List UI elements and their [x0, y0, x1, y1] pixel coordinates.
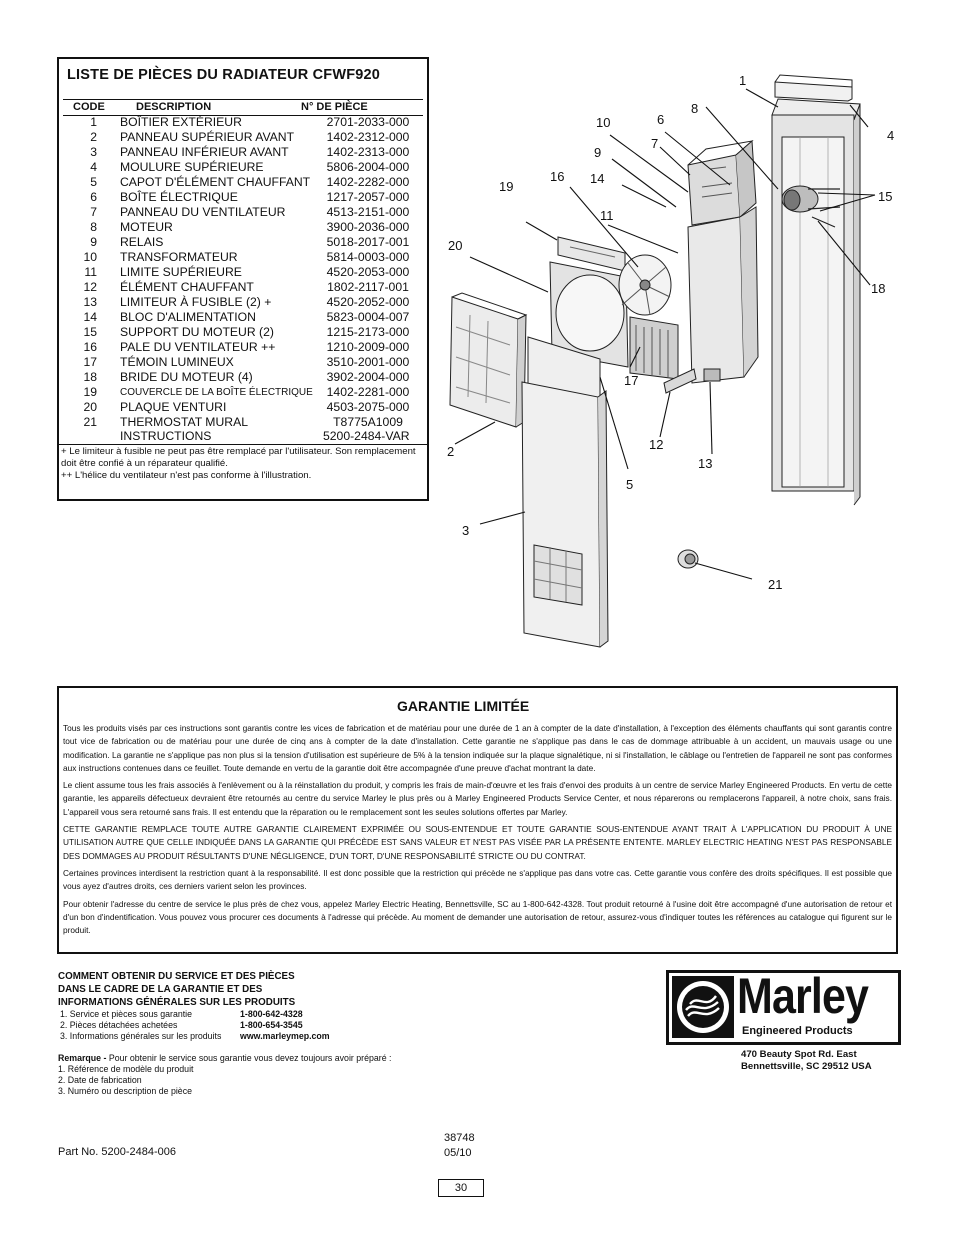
- part-description: TRANSFORMATEUR: [120, 250, 238, 264]
- part-code: 6: [90, 190, 97, 204]
- part-description: LIMITEUR À FUSIBLE (2) +: [120, 295, 272, 309]
- part-description: MOULURE SUPÉRIEURE: [120, 160, 264, 174]
- part-number-cell: 4520-2052-000: [326, 295, 410, 309]
- part-description: SUPPORT DU MOTEUR (2): [120, 325, 274, 339]
- service-note-item: 2. Date de fabrication: [58, 1075, 142, 1085]
- parts-table-row: [59, 340, 427, 355]
- service-line: [58, 1031, 418, 1042]
- part-code: 18: [83, 370, 97, 384]
- top-molding-part: [775, 75, 852, 101]
- fan-blade-part: [619, 255, 671, 315]
- service-line-label: 2. Pièces détachées achetées: [60, 1020, 178, 1030]
- callout-21: 21: [768, 577, 783, 592]
- parts-list-box: [57, 57, 429, 501]
- part-description: THERMOSTAT MURAL: [120, 415, 248, 429]
- part-code: 17: [83, 355, 97, 369]
- callout-1: 1: [739, 73, 747, 88]
- outer-housing-part: [772, 99, 860, 505]
- warranty-box: [57, 686, 898, 954]
- part-code: 1: [90, 115, 97, 129]
- parts-table-row: [59, 370, 427, 385]
- parts-table-row: [59, 115, 427, 130]
- part-number-cell: 3902-2004-000: [326, 370, 410, 384]
- part-number: Part No. 5200-2484-006: [58, 1146, 177, 1158]
- marley-emblem-icon: [672, 976, 734, 1038]
- callout-11: 11: [600, 208, 614, 223]
- callout-19: 19: [499, 179, 514, 194]
- callout-10: 10: [596, 115, 611, 130]
- part-number-cell: 1402-2313-000: [326, 145, 410, 159]
- marley-subtitle: Engineered Products: [742, 1025, 853, 1037]
- part-number-cell: 2701-2033-000: [326, 115, 410, 129]
- warranty-paragraph: Certaines provinces interdisent la restriction quant à la responsabilité. Il est donc possible que la restriction qui précède ne s'applique pas dans votre cas. Cette garantie vous confère des droits spécifiques. Il est possible que vous ayez d'autres droits, ces derniers varient selon les provinces.: [63, 867, 892, 892]
- part-code: 7: [90, 205, 97, 219]
- part-description: PALE DU VENTILATEUR ++: [120, 340, 276, 354]
- part-code: 14: [83, 310, 97, 324]
- service-note-text: Pour obtenir le service sous garantie vous devez toujours avoir préparé :: [106, 1053, 392, 1063]
- page-number: 30: [438, 1179, 484, 1197]
- part-description: RELAIS: [120, 235, 164, 249]
- part-number-cell: 4503-2075-000: [326, 400, 410, 414]
- part-code: 10: [83, 250, 97, 264]
- heating-element-part: [630, 317, 696, 393]
- callout-8: 8: [691, 101, 699, 116]
- part-number-cell: 1402-2281-000: [326, 385, 410, 399]
- callout-2: 2: [447, 444, 455, 459]
- part-description: BLOC D'ALIMENTATION: [120, 310, 256, 324]
- parts-table-row: [59, 265, 427, 280]
- address-line: 470 Beauty Spot Rd. East: [741, 1049, 857, 1060]
- parts-table-row: [59, 415, 427, 430]
- title-divider: [63, 99, 423, 100]
- service-phone-parts: 1-800-654-3545: [240, 1020, 303, 1030]
- electrical-box-part: [688, 141, 756, 225]
- part-number-cell: T8775A1009: [333, 415, 403, 429]
- parts-table-row: [59, 295, 427, 310]
- address-line: Bennettsville, SC 29512 USA: [741, 1061, 872, 1072]
- notes-divider: [59, 444, 427, 445]
- service-note-label: Remarque -: [58, 1053, 107, 1063]
- part-code: 9: [90, 235, 97, 249]
- part-number-cell: 1215-2173-000: [326, 325, 410, 339]
- part-number-cell: 1402-2282-000: [326, 175, 410, 189]
- parts-table-body: [59, 115, 427, 430]
- part-code: 4: [90, 160, 97, 174]
- callout-17: 17: [624, 373, 639, 388]
- header-description: DESCRIPTION: [136, 101, 212, 113]
- part-description: PANNEAU INFÉRIEUR AVANT: [120, 145, 289, 159]
- warranty-title: GARANTIE LIMITÉE: [397, 698, 530, 714]
- part-code: 5: [90, 175, 97, 189]
- service-info: [58, 970, 418, 1097]
- part-description: PLAQUE VENTURI: [120, 400, 227, 414]
- exploded-parts-diagram: [440, 57, 910, 657]
- part-code: 20: [83, 400, 97, 414]
- parts-table-row: [59, 355, 427, 370]
- part-description: LIMITE SUPÉRIEURE: [120, 265, 242, 279]
- service-heading-line: INFORMATIONS GÉNÉRALES SUR LES PRODUITS: [58, 997, 296, 1008]
- callout-18: 18: [871, 281, 886, 296]
- part-code: 13: [83, 295, 97, 309]
- parts-table-row: [59, 250, 427, 265]
- lower-front-panel-part: [522, 382, 608, 647]
- upper-front-panel-part: [450, 293, 526, 427]
- part-description: MOTEUR: [120, 220, 173, 234]
- parts-table-row: [59, 325, 427, 340]
- fan-panel-part: [688, 207, 758, 383]
- service-phone-warranty: 1-800-642-4328: [240, 1009, 303, 1019]
- part-number-cell: 5806-2004-000: [326, 160, 410, 174]
- part-code: 2: [90, 130, 97, 144]
- fusible-limit-part: [704, 369, 720, 381]
- callout-9: 9: [594, 145, 602, 160]
- callout-7: 7: [651, 136, 659, 151]
- parts-table-row: [59, 280, 427, 295]
- parts-table-header: [59, 101, 427, 115]
- wall-thermostat-part: [678, 550, 698, 568]
- part-number-cell: 4513-2151-000: [326, 205, 410, 219]
- parts-table-row: [59, 235, 427, 250]
- parts-table-row: [59, 220, 427, 235]
- document-number: 38748: [444, 1132, 475, 1144]
- part-code: 3: [90, 145, 97, 159]
- part-description: PANNEAU DU VENTILATEUR: [120, 205, 286, 219]
- service-heading-line: DANS LE CADRE DE LA GARANTIE ET DES: [58, 984, 263, 995]
- note-fusible: + Le limiteur à fusible ne peut pas être remplacé par l'utilisateur. Son remplacement doit être confié à un réparateur qualifié.: [61, 446, 416, 469]
- parts-table-row: [59, 310, 427, 325]
- service-note-item: 3. Numéro ou description de pièce: [58, 1086, 192, 1096]
- callout-14: 14: [590, 171, 605, 186]
- callout-15: 15: [878, 189, 893, 204]
- parts-table-row: [59, 385, 427, 400]
- company-address: [741, 1049, 872, 1073]
- part-description: CAPOT D'ÉLÉMENT CHAUFFANT: [120, 175, 311, 189]
- document-date: 05/10: [444, 1147, 472, 1159]
- parts-table-row: [59, 400, 427, 415]
- warranty-paragraph: CETTE GARANTIE REMPLACE TOUTE AUTRE GARANTIE CLAIREMENT EXPRIMÉE OU SOUS-ENTENDUE ET TOUTE GARANTIE SOUS-ENTENDUE AYANT TRAIT À L'APPLICATION DU PRODUIT À UNE UTILISATION AUTRE QUE CELLE INDIQUÉE DANS LA GARANTIE QUI PRÉCÈDE EST SANS VALEUR ET N'EST PAS VISÉE PAR LA PRÉSENTE ENTENTE. MARLEY ELECTRIC HEATING N'EST PAS RESPONSABLE DES DOMMAGES AU PRODUIT RÉSULTANTS D'UNE NÉGLIGENCE, D'UN TORT, D'UNE RESPONSABILITÉ STRICTE OU DU CONTRAT.: [63, 824, 892, 861]
- callout-16: 16: [550, 169, 565, 184]
- callout-5: 5: [626, 477, 634, 492]
- part-description: BOÎTIER EXTÉRIEUR: [120, 115, 242, 129]
- parts-list-title: LISTE DE PIÈCES DU RADIATEUR CFWF920: [67, 67, 381, 83]
- parts-notes: [61, 446, 423, 482]
- part-number-cell: 1210-2009-000: [326, 340, 410, 354]
- part-description: COUVERCLE DE LA BOÎTE ÉLECTRIQUE: [120, 387, 313, 398]
- part-description: BRIDE DU MOTEUR (4): [120, 370, 253, 384]
- part-number-cell: 5823-0004-007: [326, 310, 410, 324]
- parts-table-row: [59, 190, 427, 205]
- callout-12: 12: [649, 437, 664, 452]
- parts-table-row: [59, 160, 427, 175]
- note-fan-blade: ++ L'hélice du ventilateur n'est pas conforme à l'illustration.: [61, 470, 312, 481]
- marley-wordmark: Marley: [737, 968, 869, 1024]
- part-code: 15: [83, 325, 97, 339]
- part-description: TÉMOIN LUMINEUX: [120, 355, 234, 369]
- instructions-part-no: 5200-2484-VAR: [323, 429, 410, 443]
- part-code: 21: [83, 415, 97, 429]
- callout-13: 13: [698, 456, 713, 471]
- part-code: 8: [90, 220, 97, 234]
- part-number-cell: 1802-2117-001: [327, 280, 409, 294]
- callout-6: 6: [657, 112, 665, 127]
- part-code: 11: [84, 265, 97, 279]
- parts-table-row: [59, 175, 427, 190]
- callout-20: 20: [448, 238, 463, 253]
- part-number-cell: 4520-2053-000: [326, 265, 410, 279]
- callout-4: 4: [887, 128, 895, 143]
- part-number-cell: 5814-0003-000: [326, 250, 410, 264]
- warranty-body: [63, 722, 892, 941]
- header-part-no: N° DE PIÈCE: [301, 101, 368, 113]
- part-description: PANNEAU SUPÉRIEUR AVANT: [120, 130, 295, 144]
- part-number-cell: 1217-2057-000: [326, 190, 410, 204]
- header-code: CODE: [73, 101, 105, 113]
- part-description: ÉLÉMENT CHAUFFANT: [120, 280, 254, 294]
- marley-logo: [666, 970, 901, 1045]
- service-line: [58, 1020, 418, 1031]
- part-code: 19: [83, 385, 97, 399]
- parts-table-row: [59, 205, 427, 220]
- service-website-link[interactable]: www.marleymep.com: [240, 1031, 330, 1041]
- warranty-paragraph: Pour obtenir l'adresse du centre de service le plus près de chez vous, appelez Marley Electric Heating, Bennettsville, SC au 1-800-642-4328. Tout produit retourné à l'usine doit être accompagné d'une autorisation de retour et d'un bon d'indentification. Vous pouvez vous procurer ces documents à l'adresse qui précède. Au moment de demander une autorisation de retour, assurez-vous d'indiquer toutes les références au catalogue qui figurent sur le produit.: [63, 898, 892, 936]
- service-line-label: 1. Service et pièces sous garantie: [60, 1009, 193, 1019]
- warranty-paragraph: Le client assume tous les frais associés à l'enlèvement ou à la réinstallation du produit, y compris les frais de main-d'œuvre et les frais d'envoi des produits à un centre de service Marley Engineered Products. En vertu de cette garantie, les appareils défectueux devraient être retournés au centre du service Marley le plus près ou à Marley Engineered Products Service Center, et nous réparerons ou remplacerons l'appareil, à notre choix, sans frais. L'appareil vous sera retourné sans frais. Il est entendu que la réparation ou le remplacement sont les seules solutions offertes par Marley.: [63, 780, 892, 817]
- service-line-label: 3. Informations générales sur les produits: [60, 1031, 222, 1041]
- instructions-label: INSTRUCTIONS: [120, 429, 212, 443]
- part-number-cell: 3900-2036-000: [326, 220, 410, 234]
- parts-table-row: [59, 145, 427, 160]
- part-code: 16: [83, 340, 97, 354]
- parts-table-row: [59, 130, 427, 145]
- document-code: [444, 1131, 475, 1161]
- service-note-item: 1. Référence de modèle du produit: [58, 1064, 194, 1074]
- service-note: [58, 1053, 418, 1064]
- service-heading-line: COMMENT OBTENIR DU SERVICE ET DES PIÈCES: [58, 971, 295, 982]
- callout-3: 3: [462, 523, 470, 538]
- part-number-cell: 3510-2001-000: [326, 355, 410, 369]
- service-line: [58, 1009, 418, 1020]
- part-code: 12: [83, 280, 97, 294]
- warranty-paragraph: Tous les produits visés par ces instructions sont garantis contre les vices de fabrication et de matériau pour une durée de 1 an à compter de la date d'installation, à l'exception des éléments chauffants qui sont garantis contre tout vice de fabrication ou de matériau pour une durée de cinq ans à compter de la date d'installation. Cette garantie ne s'applique pas dans le cas de dommage attribuable à un accident, un mauvais usage ou une modification. La garantie ne s'applique pas non plus si la tension d'utilisation est supérieure de 5% à la tension indiquée sur la plaque signalétique, ni si l'installation, le câblage ou l'entretien de l'appareil ne sont pas conformes aux instructions contenues dans ce feuillet. Toute demande en vertu de la garantie doit être accompagnée d'une preuve d'achat montrant la date.: [63, 723, 892, 773]
- instructions-row: [59, 429, 427, 444]
- part-number-cell: 5018-2017-001: [326, 235, 410, 249]
- part-description: BOÎTE ÉLECTRIQUE: [120, 190, 238, 204]
- part-number-cell: 1402-2312-000: [326, 130, 410, 144]
